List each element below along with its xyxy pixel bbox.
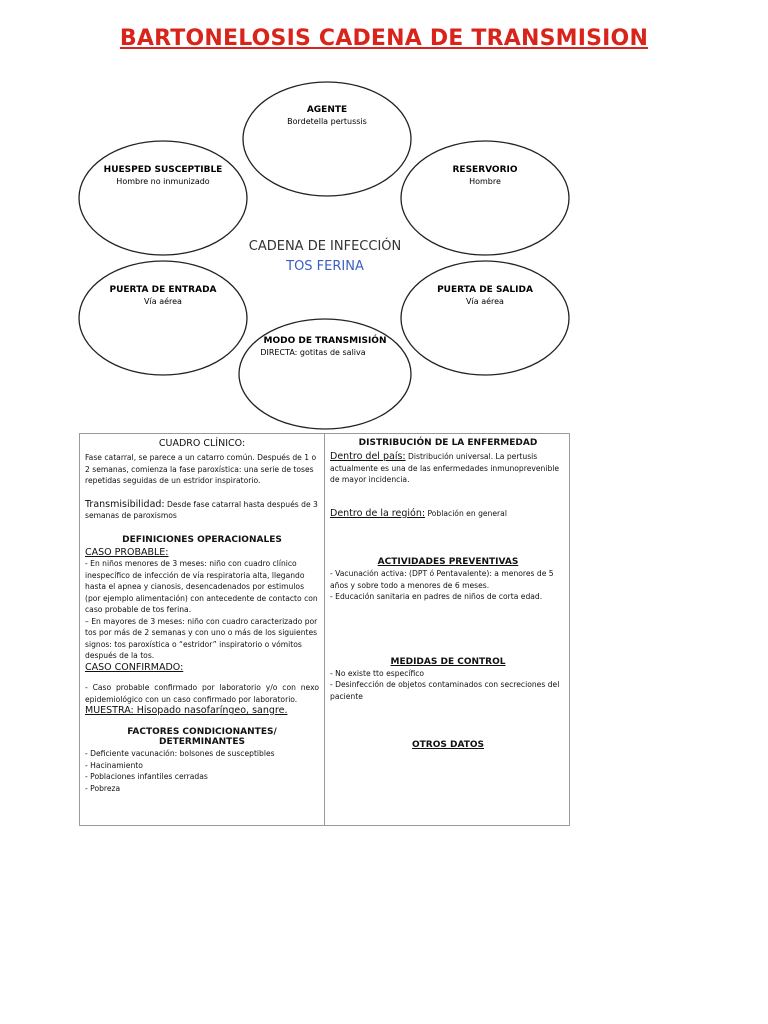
factor-item: - Deficiente vacunación: bolsones de susceptibles <box>85 749 275 758</box>
info-table <box>79 433 570 826</box>
left-column <box>80 434 324 825</box>
otros-datos-heading: OTROS DATOS <box>412 740 484 750</box>
muestra: MUESTRA: Hisopado nasofaríngeo, sangre. <box>85 705 288 716</box>
factor-item: - Pobreza <box>85 783 121 793</box>
dentro-region <box>330 508 566 520</box>
definiciones-heading: DEFINICIONES OPERACIONALES <box>122 534 282 545</box>
ellipse-puerta-entrada <box>79 261 247 375</box>
transmisibilidad-label: Transmisibilidad: <box>85 498 165 510</box>
ellipse-puerta-salida <box>401 261 569 375</box>
distribucion-heading: DISTRIBUCIÓN DE LA ENFERMEDAD <box>358 438 538 448</box>
actividades-heading: ACTIVIDADES PREVENTIVAS <box>377 557 519 567</box>
actividad-item: - Educación sanitaria en padres de niños de corta edad. <box>330 592 543 601</box>
huesped-title: HUESPED SUSCEPTIBLE <box>103 165 223 175</box>
medida-item: - No existe tto específico <box>330 668 425 678</box>
caso-confirmado-label: CASO CONFIRMADO: <box>85 661 184 673</box>
medidas-heading: MEDIDAS DE CONTROL <box>390 656 506 667</box>
reservorio-title: RESERVORIO <box>452 165 518 175</box>
ellipse-agente <box>243 82 411 196</box>
cuadro-clinico-heading: CUADRO CLÍNICO: <box>158 438 246 449</box>
cuadro-clinico-text: Fase catarral, se parece a un catarro común. Después de 1 o 2 semanas, comienza la fase paroxística: una serie de toses repetidas seguidas de un estridor inspiratorio. <box>85 453 317 485</box>
factor-item: - Hacinamiento <box>85 760 143 770</box>
center-subtitle: TOS FERINA <box>286 259 364 274</box>
center-title: CADENA DE INFECCIÓN <box>248 239 402 254</box>
modo-title: MODO DE TRANSMISIÓN <box>263 336 387 346</box>
puerta-salida-title: PUERTA DE SALIDA <box>437 285 533 295</box>
page-title: BARTONELOSIS CADENA DE TRANSMISION <box>119 26 649 51</box>
factores-heading: FACTORES CONDICIONANTES/ DETERMINANTES <box>127 727 277 747</box>
reservorio-sub: Hombre <box>469 177 501 186</box>
modo-sub: DIRECTA: gotitas de saliva <box>260 348 366 357</box>
ellipse-reservorio <box>401 141 569 255</box>
dentro-pais-label: Dentro del país: <box>330 451 406 462</box>
puerta-entrada-title: PUERTA DE ENTRADA <box>109 285 217 295</box>
actividad-item: - Vacunación activa: (DPT ó Pentavalente): a menores de 5 años y sobre todo a menores de 6 meses. <box>330 569 554 590</box>
dentro-region-label: Dentro de la región: <box>330 507 426 519</box>
agente-sub: Bordetella pertussis <box>287 117 367 126</box>
factor-item: - Poblaciones infantiles cerradas <box>85 772 208 781</box>
right-column <box>325 434 571 825</box>
transmisibilidad-text: Desde fase catarral hasta después de 3 semanas de paroxismos <box>85 499 318 520</box>
dentro-pais-text: Distribución universal. La pertusis actualmente es una de las enfermedades inmunoprevenible de mayor incidencia. <box>330 452 560 484</box>
huesped-sub: Hombre no inmunizado <box>116 177 210 186</box>
dentro-region-text: Población en general <box>425 508 507 518</box>
caso-probable-text-1: - En niños menores de 3 meses: niño con cuadro clínico inespecífico de infección de vía respiratoria alta, llegando hasta el apnea y cianosis, desencadenados por estimulos (por ejemplo alimentación) con antecedente de contacto con caso probable de tos ferina. <box>85 559 318 614</box>
transmisibilidad <box>85 499 319 522</box>
dentro-pais <box>330 451 566 486</box>
caso-probable-text-2: – En mayores de 3 meses: niño con cuadro caracterizado por tos por más de 2 semanas y con uno o más de los siguientes signos: tos paroxística o “estridor” inspiratorio o vómitos después de la tos. <box>85 616 318 660</box>
infection-chain-diagram <box>0 0 768 432</box>
puerta-entrada-sub: Vía aérea <box>144 297 182 306</box>
agente-title: AGENTE <box>306 105 348 115</box>
ellipse-huesped <box>79 141 247 255</box>
caso-probable-label: CASO PROBABLE: <box>85 546 169 558</box>
medida-item: - Desinfección de objetos contaminados con secreciones del paciente <box>330 680 560 701</box>
puerta-salida-sub: Vía aérea <box>466 297 504 306</box>
caso-confirmado-text: - Caso probable confirmado por laboratorio y/o con nexo epidemiológico con un caso confirmado por laboratorio. <box>85 683 319 704</box>
